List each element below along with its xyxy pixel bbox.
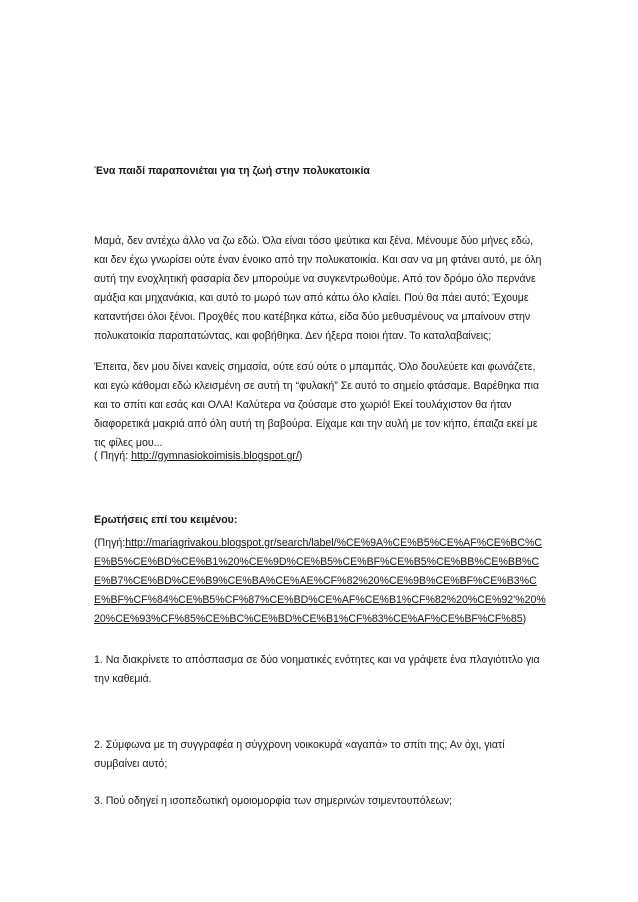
- source-citation-1: [94, 447, 546, 466]
- document-title: Ένα παιδί παραπονιέται για τη ζωή στην πολυκατοικία: [94, 165, 370, 177]
- question-2: 2. Σύμφωνα με τη συγγραφέα η σύγχρονη νοικοκυρά «αγαπά» το σπίτι της; Αν όχι, γιατί συμβαίνει αυτό;: [94, 739, 505, 770]
- questions-heading: Ερωτήσεις επί του κειμένου:: [94, 514, 238, 526]
- text-paragraph-1: Μαμά, δεν αντέχω άλλο να ζω εδώ. Όλα είναι τόσο ψεύτικα και ξένα. Μένουμε δύο μήνες εδώ, και δεν έχω γνωρίσει ούτε έναν ένοικο από την πολυκατοικία. Και σαν να μη φτάνει αυτό, με όλη αυτή την ενοχλητική φασαρία δεν μπορούμε να συγκεντρωθούμε. Από τον δρόμο όλο περνάνε αμάξια και μηχανάκια, και αυτό το μωρό των από κάτω όλο κλαίει. Πού θα πάει αυτό; Έχουμε καταντήσει όλοι ξένοι. Προχθές που κατέβηκα κάτω, είδα δύο μεθυσμένους να μπαίνουν στην πολυκατοικία παραπατώντας, και φοβήθηκα. Δεν ήξερα ποιοι ήταν. Το καταλαβαίνεις;: [94, 235, 542, 342]
- text-paragraph-2: Έπειτα, δεν μου δίνει κανείς σημασία, ούτε εσύ ούτε ο μπαμπάς. Όλο δουλεύετε και φωνάζετε, και εγώ κάθομαι εδώ κλεισμένη σε αυτή τη “φυλακή” Σε αυτό το σημείο φτάσαμε. Βαρέθηκα πια και το σπίτι και εσάς και ΟΛΑ! Καλύτερα να ζούσαμε στο χωριό! Εκεί τουλάχιστον θα ήταν διαφορετικά μακριά από όλη αυτή τη βαβούρα. Είχαμε και την αυλή με τον κήπο, έπαιζα εκεί με τις φίλες μου...: [94, 361, 540, 449]
- source-link-1[interactable]: http://gymnasiokoimisis.blogspot.gr/: [131, 450, 299, 462]
- source-citation-2: [94, 534, 546, 629]
- source-suffix: ): [522, 613, 527, 625]
- source-prefix: (Πηγή:: [94, 537, 126, 549]
- source-prefix: ( Πηγή:: [94, 450, 132, 462]
- question-3: 3. Πού οδηγεί η ισοπεδωτική ομοιομορφία των σημερινών τσιμεντουπόλεων;: [94, 795, 452, 807]
- question-1: 1. Να διακρίνετε το απόσπασμα σε δύο νοηματικές ενότητες και να γράψετε ένα πλαγιότιτλο για την καθεμιά.: [94, 654, 540, 685]
- source-suffix: ): [298, 450, 303, 462]
- source-link-2[interactable]: http://mariagrivakou.blogspot.gr/search/label/%CE%9A%CE%B5%CE%AF%CE%BC%CE%B5%CE%BD%CE%B1%20%CE%9D%CE%B5%CE%BF%CE%B5%CE%BB%CE%BB%CE%B7%CE%BD%CE%B9%CE%BA%CE%AE%CF%82%20%CE%9B%CE%BF%CE%B3%CE%BF%CF%84%CE%B5%CF%87%CE%BD%CE%AF%CE%B1%CF%82%20%CE%92'%20%20%CE%93%CF%85%CE%BC%CE%BD%CE%B1%CF%83%CE%AF%CE%BF%CF%85: [94, 537, 546, 625]
